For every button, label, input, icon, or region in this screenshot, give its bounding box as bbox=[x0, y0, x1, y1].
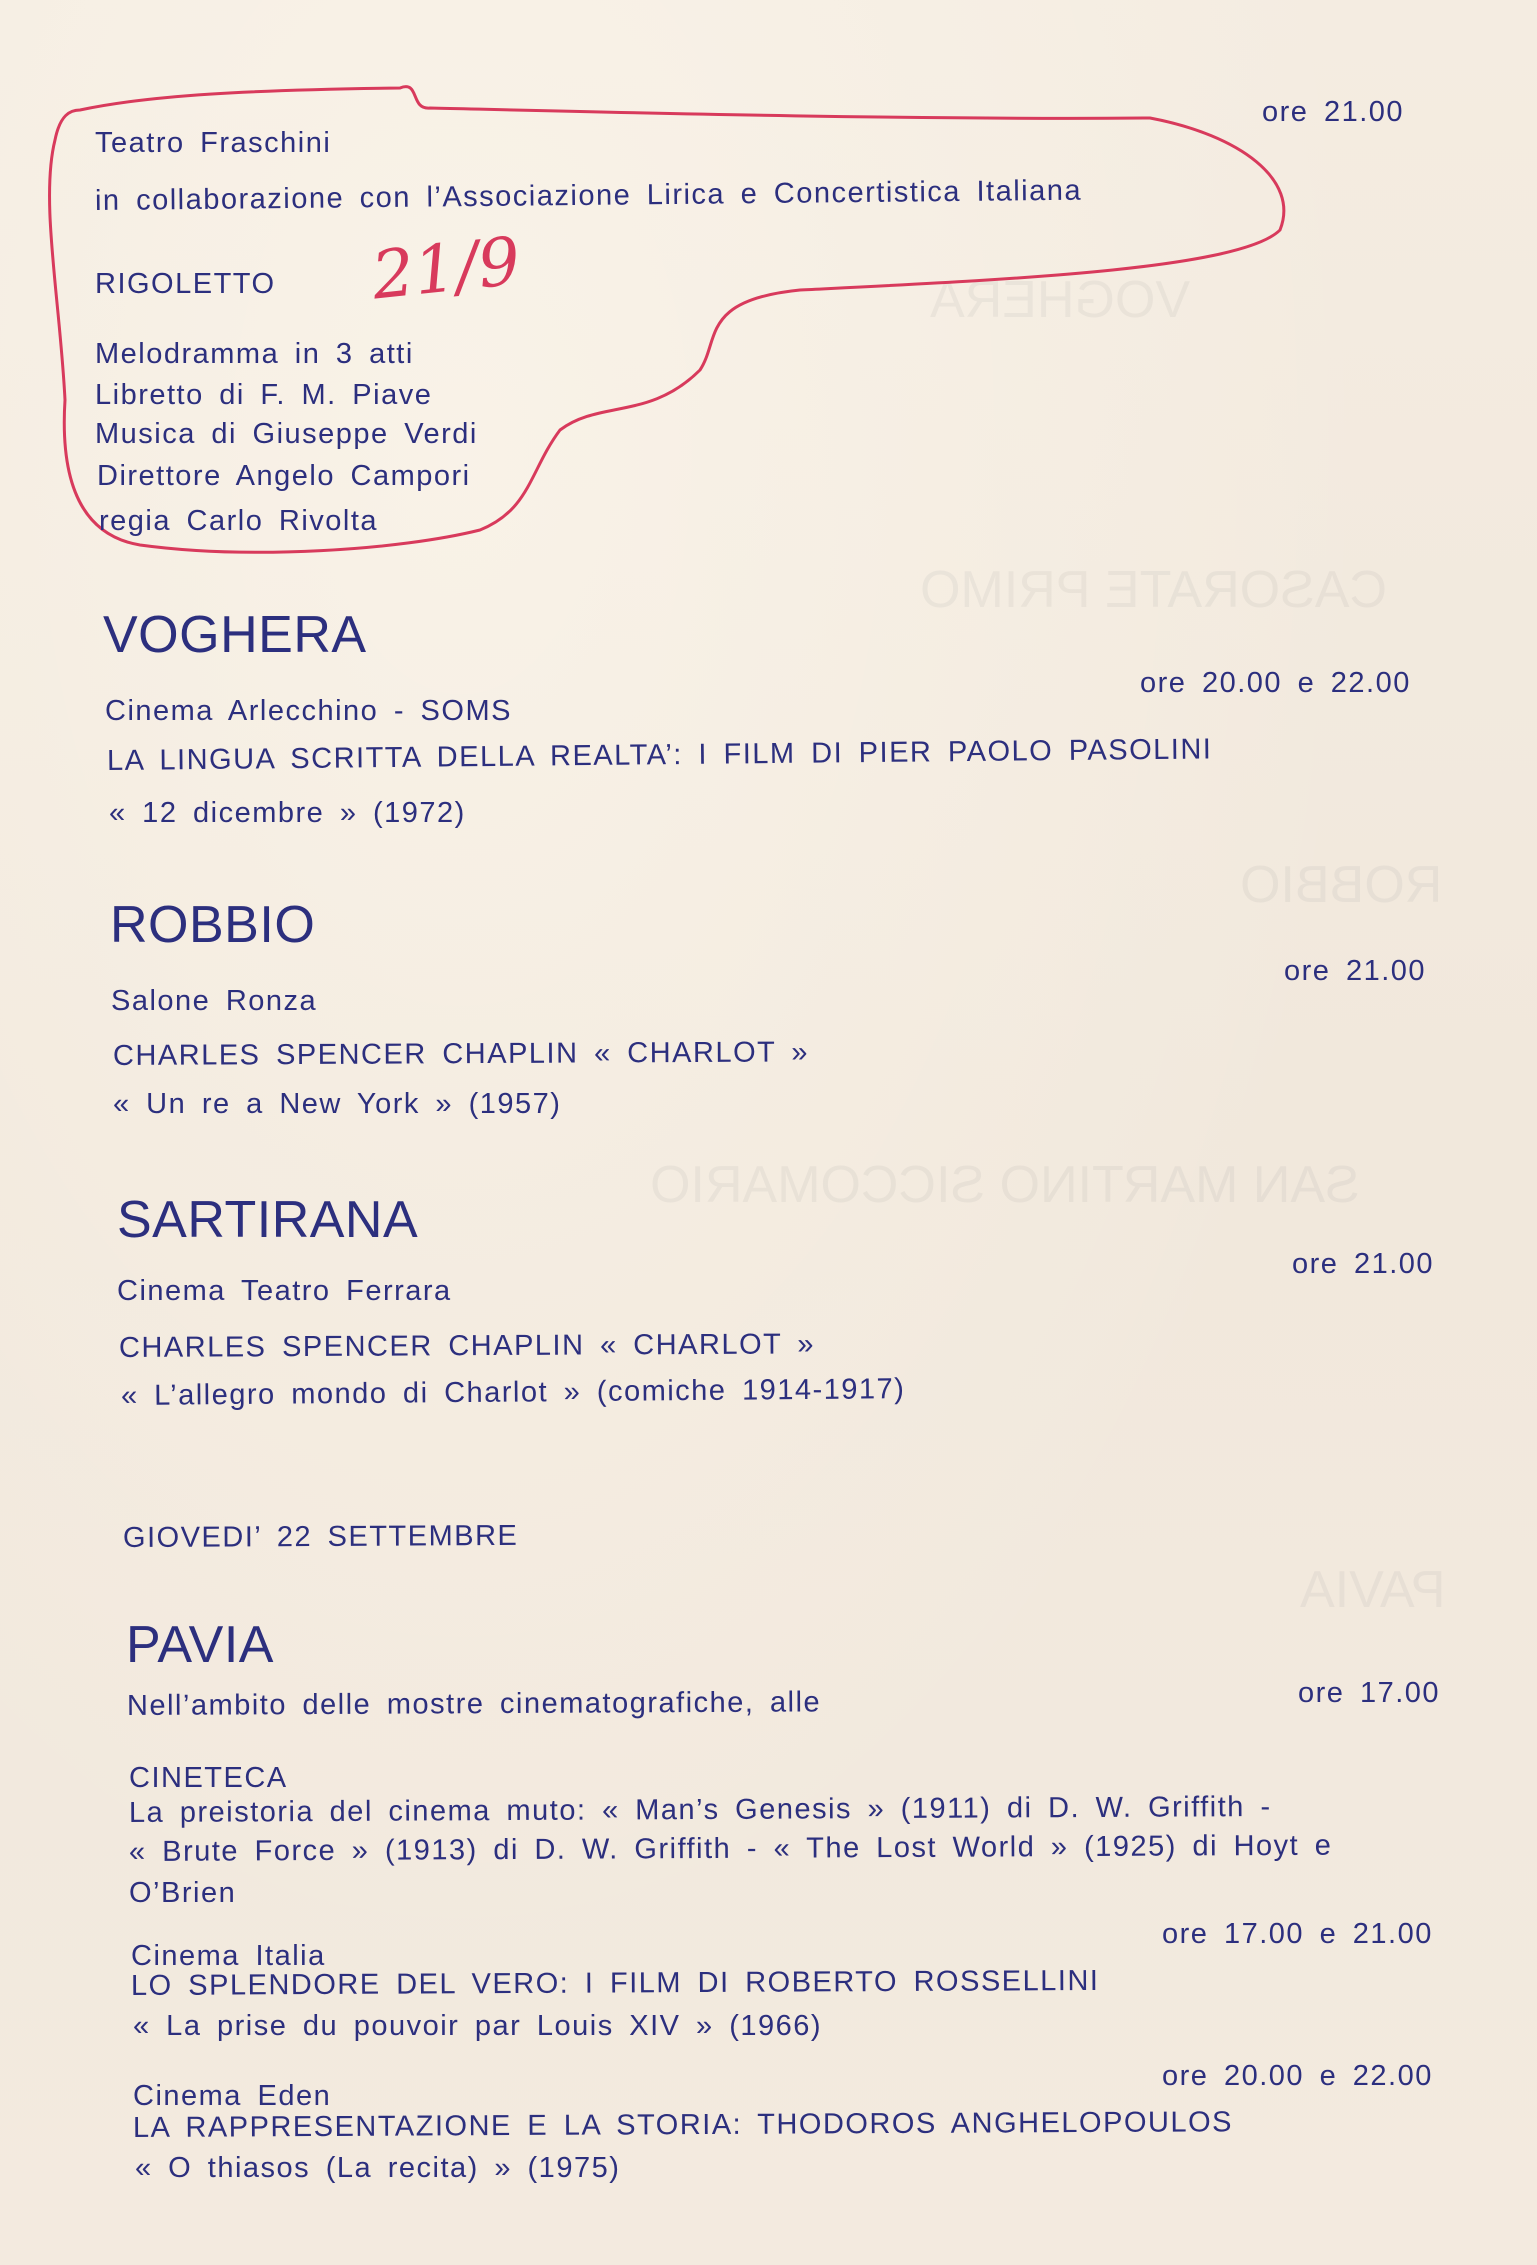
cineteca-line-3: O’Brien bbox=[129, 1877, 237, 1909]
city-heading-pavia: PAVIA bbox=[126, 1616, 274, 1674]
show-through-ghost: ROBBIO bbox=[1240, 856, 1443, 914]
sartirana-film: « L’allegro mondo di Charlot » (comiche 1914-1917) bbox=[120, 1373, 906, 1412]
sartirana-venue: Cinema Teatro Ferrara bbox=[117, 1275, 452, 1307]
cineteca-line-1: La preistoria del cinema muto: « Man’s Genesis » (1911) di D. W. Griffith - bbox=[128, 1791, 1272, 1829]
voghera-film: « 12 dicembre » (1972) bbox=[109, 797, 466, 829]
city-heading-sartirana: SARTIRANA bbox=[117, 1191, 419, 1249]
pavia-intro-time: ore 17.00 bbox=[1298, 1677, 1441, 1709]
city-heading-voghera: VOGHERA bbox=[103, 606, 367, 664]
day-heading: GIOVEDI’ 22 SETTEMBRE bbox=[122, 1519, 519, 1554]
show-through-ghost: VOGHERA bbox=[930, 271, 1191, 329]
italia-venue: Cinema Italia bbox=[131, 1940, 326, 1972]
eden-film: « O thiasos (La recita) » (1975) bbox=[135, 2152, 621, 2184]
show-through-ghost: CASORATE PRIMO bbox=[920, 561, 1388, 619]
show-through-ghost: PAVIA bbox=[1300, 1561, 1446, 1619]
robbio-film: « Un re a New York » (1957) bbox=[113, 1088, 562, 1120]
voghera-venue: Cinema Arlecchino - SOMS bbox=[105, 695, 512, 727]
cineteca-venue: CINETECA bbox=[129, 1762, 288, 1794]
sartirana-time: ore 21.00 bbox=[1292, 1248, 1435, 1280]
voghera-program: LA LINGUA SCRITTA DELLA REALTA’: I FILM DI PIER PAOLO PASOLINI bbox=[106, 733, 1213, 777]
header-venue: Teatro Fraschini bbox=[95, 127, 332, 159]
italia-program: LO SPLENDORE DEL VERO: I FILM DI ROBERTO ROSSELLINI bbox=[130, 1964, 1100, 2002]
italia-film: « La prise du pouvoir par Louis XIV » (1966) bbox=[133, 2010, 823, 2042]
italia-time: ore 17.00 e 21.00 bbox=[1162, 1918, 1433, 1950]
robbio-venue: Salone Ronza bbox=[111, 985, 318, 1017]
eden-venue: Cinema Eden bbox=[133, 2080, 332, 2112]
city-heading-robbio: ROBBIO bbox=[110, 896, 316, 954]
eden-program: LA RAPPRESENTAZIONE E LA STORIA: THODOROS ANGHELOPOULOS bbox=[132, 2106, 1234, 2144]
header-detail-3: Musica di Giuseppe Verdi bbox=[95, 418, 478, 450]
robbio-time: ore 21.00 bbox=[1284, 955, 1427, 987]
handwritten-date: 21/9 bbox=[368, 222, 524, 315]
robbio-program: CHARLES SPENCER CHAPLIN « CHARLOT » bbox=[112, 1036, 810, 1072]
header-title: RIGOLETTO bbox=[95, 268, 276, 300]
header-detail-2: Libretto di F. M. Piave bbox=[95, 379, 433, 411]
header-detail-4: Direttore Angelo Campori bbox=[97, 460, 471, 492]
header-detail-5: regia Carlo Rivolta bbox=[99, 505, 379, 537]
eden-time: ore 20.00 e 22.00 bbox=[1162, 2060, 1433, 2092]
header-collaboration: in collaborazione con l’Associazione Lirica e Concertistica Italiana bbox=[94, 174, 1083, 217]
header-detail-1: Melodramma in 3 atti bbox=[95, 338, 414, 370]
pavia-intro: Nell’ambito delle mostre cinematografiche, alle bbox=[126, 1686, 822, 1722]
header-time: ore 21.00 bbox=[1262, 96, 1405, 128]
show-through-ghost: SAN MARTINO SICCOMARIO bbox=[650, 1156, 1360, 1214]
cineteca-line-2: « Brute Force » (1913) di D. W. Griffith - « The Lost World » (1925) di Hoyt e bbox=[128, 1829, 1333, 1868]
voghera-time: ore 20.00 e 22.00 bbox=[1140, 667, 1411, 699]
sartirana-program: CHARLES SPENCER CHAPLIN « CHARLOT » bbox=[118, 1328, 816, 1364]
